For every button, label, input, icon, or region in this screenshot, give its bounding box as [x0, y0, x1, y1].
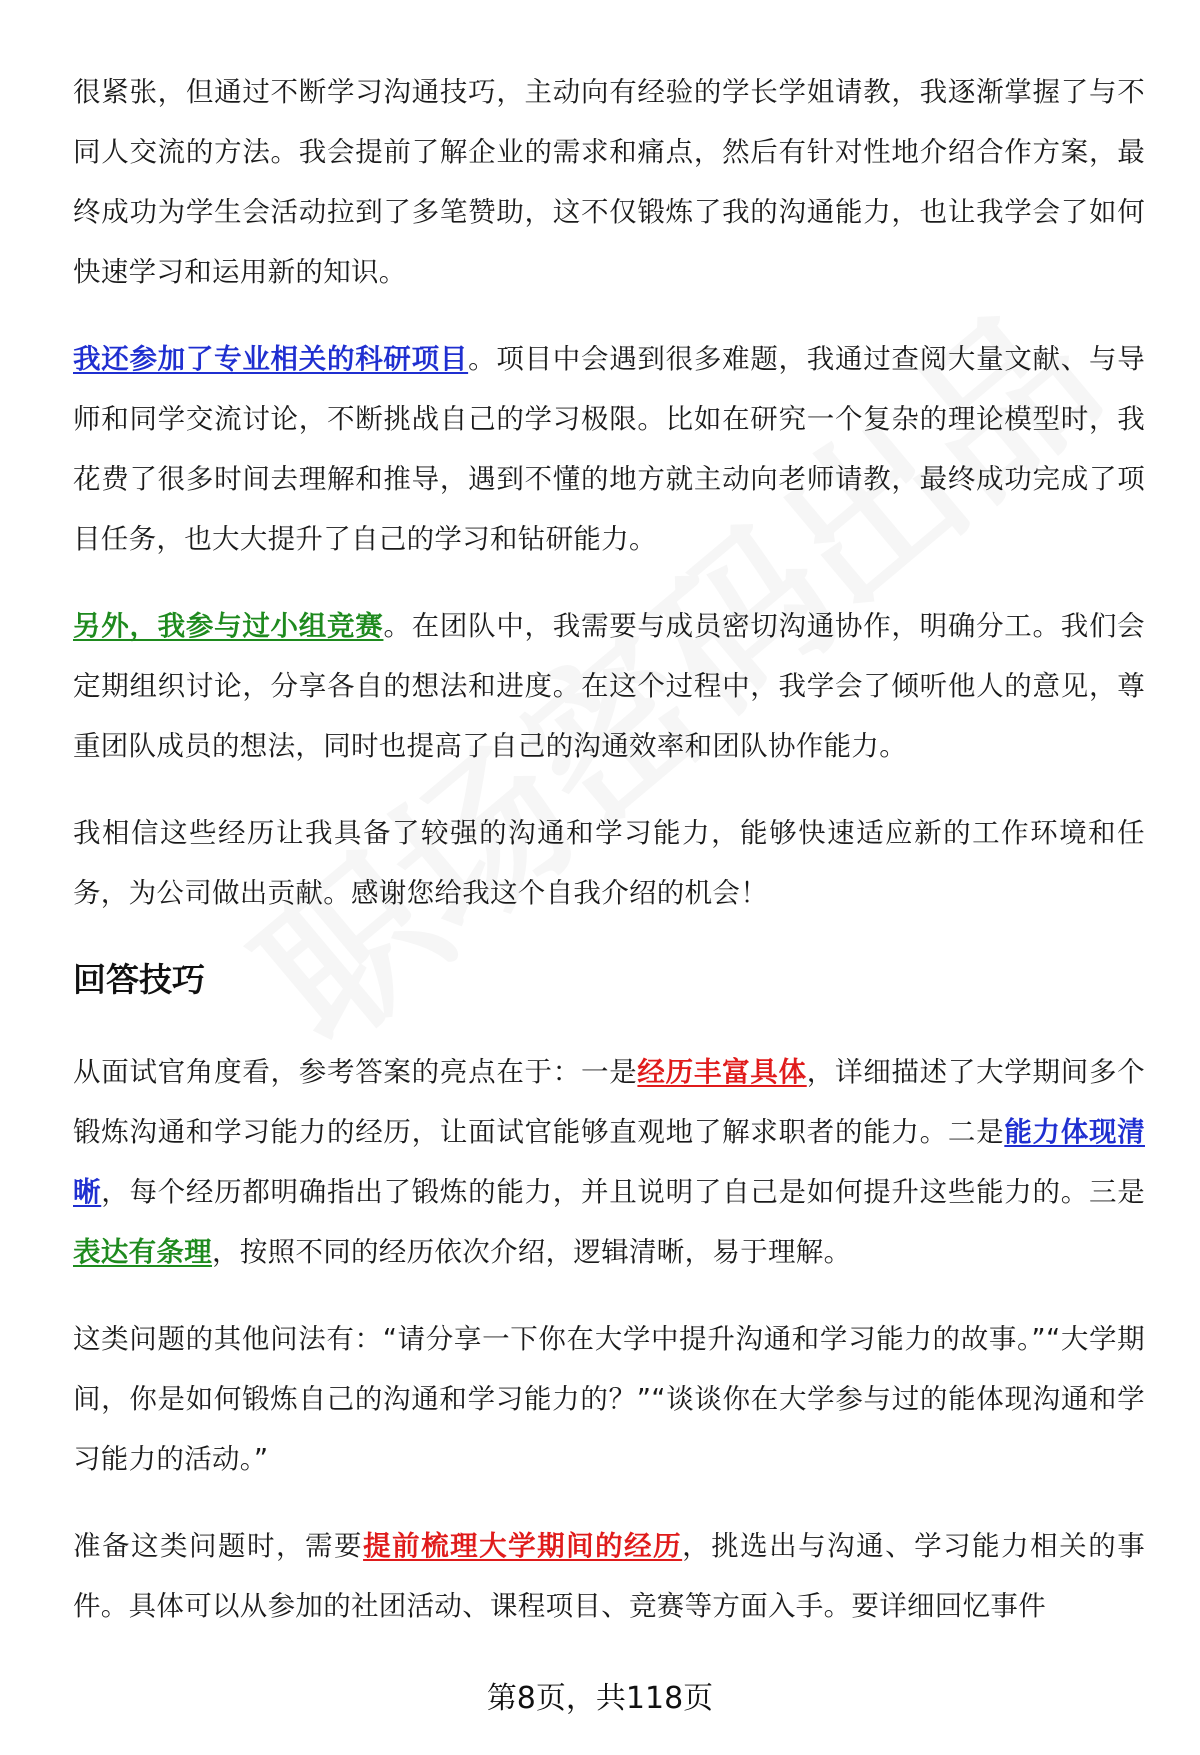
highlight-research-project: 我还参加了专业相关的科研项目	[73, 343, 469, 375]
paragraph-text: 这类问题的其他问法有：“请分享一下你在大学中提升沟通和学习能力的故事。”“大学期间，你是如何锻炼自己的沟通和学习能力的？”“谈谈你在大学参与过的能体现沟通和学习能力的活动。”	[73, 1323, 1145, 1475]
paragraph-conclusion	[73, 803, 1145, 923]
paragraph-text: ，挑选出与沟通、学习能力相关的事件。具体可以从参加的社团活动、课程项目、竞赛等方面入手。要详细回忆事件	[73, 1530, 1145, 1622]
paragraph-text: 很紧张，但通过不断学习沟通技巧，主动向有经验的学长学姐请教，我逐渐掌握了与不同人交流的方法。我会提前了解企业的需求和痛点，然后有针对性地介绍合作方案，最终成功为学生会活动拉到了多笔赞助，这不仅锻炼了我的沟通能力，也让我学会了如何快速学习和运用新的知识。	[73, 76, 1145, 288]
paragraph-text: ，按照不同的经历依次介绍，逻辑清晰，易于理解。	[212, 1236, 852, 1268]
paragraph-intro-continued	[73, 62, 1145, 302]
paragraph-text: 。项目中会遇到很多难题，我通过查阅大量文献、与导师和同学交流讨论，不断挑战自己的学习极限。比如在研究一个复杂的理论模型时，我花费了很多时间去理解和推导，遇到不懂的地方就主动向老师请教，最终成功完成了项目任务，也大大提升了自己的学习和钻研能力。	[73, 343, 1146, 555]
highlight-sort-experience: 提前梳理大学期间的经历	[363, 1530, 683, 1562]
paragraph-text: 。在团队中，我需要与成员密切沟通协作，明确分工。我们会定期组织讨论，分享各自的想法和进度。在这个过程中，我学会了倾听他人的意见，尊重团队成员的想法，同时也提高了自己的沟通效率和团队协作能力。	[73, 610, 1145, 762]
paragraph-text: 从面试官角度看，参考答案的亮点在于：一是	[73, 1056, 638, 1088]
page-number: 第8页，共118页	[486, 1681, 714, 1716]
paragraph-text: ，详细描述了大学期间多个锻炼沟通和学习能力的经历，让面试官能够直观地了解求职者的能力。二是	[73, 1056, 1145, 1148]
paragraph-preparation	[73, 1516, 1145, 1636]
paragraph-text: 我相信这些经历让我具备了较强的沟通和学习能力，能够快速适应新的工作环境和任务，为公司做出贡献。感谢您给我这个自我介绍的机会！	[73, 817, 1145, 909]
section-heading: 回答技巧	[73, 960, 205, 999]
highlight-group-competition: 另外，我参与过小组竞赛	[73, 610, 384, 642]
highlight-rich-experience: 经历丰富具体	[637, 1056, 807, 1088]
paragraph-tips-highlights	[73, 1042, 1145, 1282]
highlight-clear-ability: 能力体现清晰	[73, 1116, 1145, 1208]
highlight-organized-expression: 表达有条理	[73, 1236, 212, 1268]
paragraph-group-competition	[73, 596, 1145, 776]
paragraph-text: ，每个经历都明确指出了锻炼的能力，并且说明了自己是如何提升这些能力的。三是	[101, 1176, 1145, 1208]
document-body	[73, 62, 1145, 1663]
paragraph-alternative-questions	[73, 1309, 1145, 1489]
paragraph-research-project	[73, 329, 1145, 569]
paragraph-text: 准备这类问题时，需要	[73, 1530, 364, 1562]
